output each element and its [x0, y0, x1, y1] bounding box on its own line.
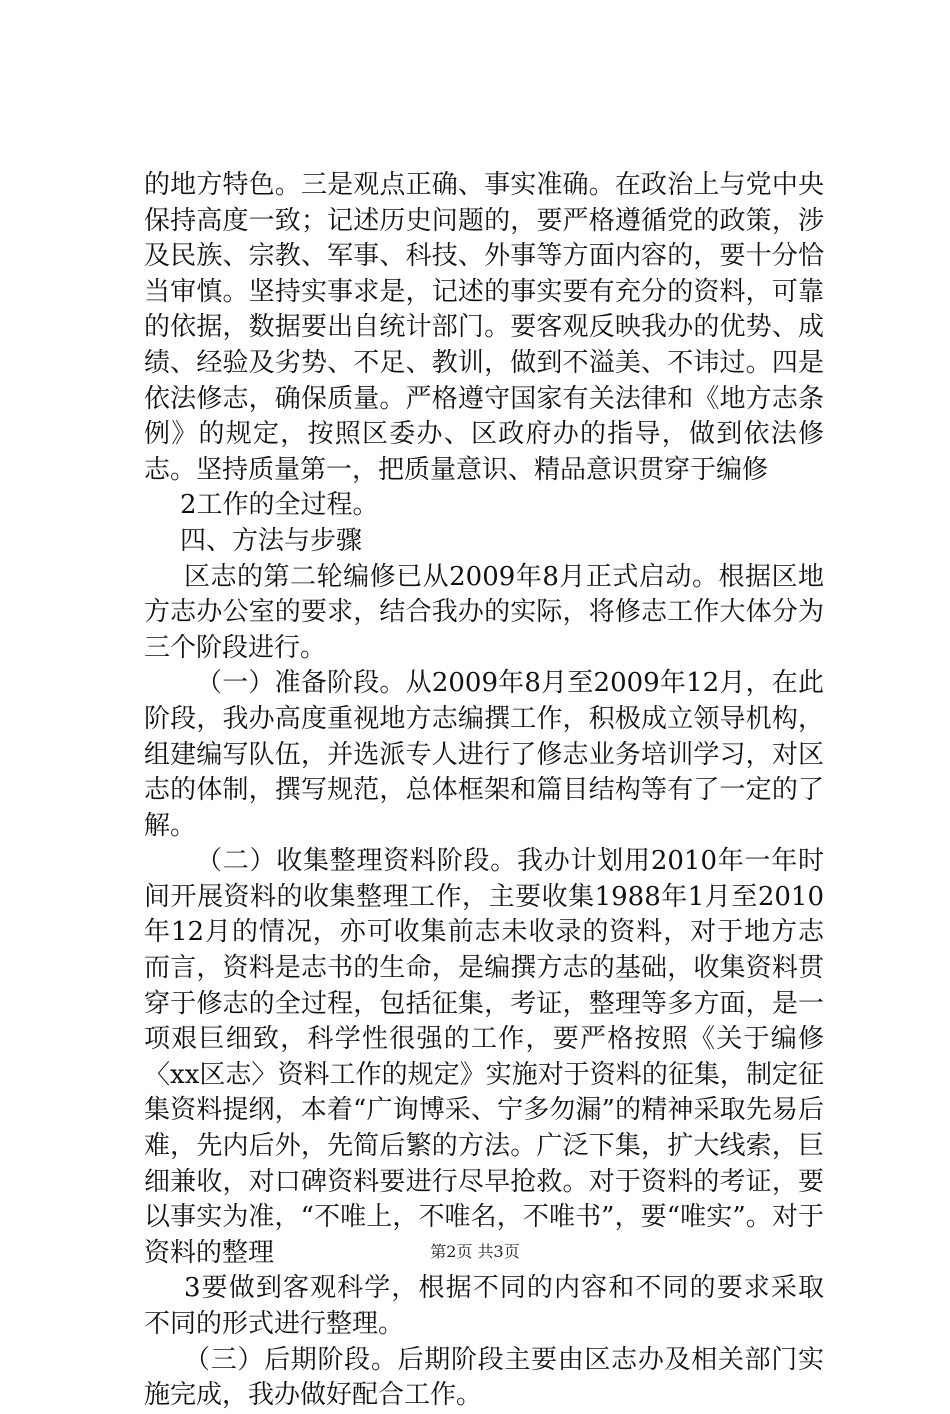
paragraph-later-stage: （三）后期阶段。后期阶段主要由区志办及相关部门实施完成，我办做好配合工作。 — [144, 1344, 824, 1411]
paragraph-second-round-start: 区志的第二轮编修已从2009年8月正式启动。根据区地方志办公室的要求，结合我办的实际，将修志工作大体分为三个阶段进行。 — [144, 561, 824, 663]
document-body — [144, 168, 824, 1414]
paragraph-objective-organizing: 3要做到客观科学，根据不同的内容和不同的要求采取不同的形式进行整理。 — [144, 1273, 824, 1339]
paragraph-whole-process: 2工作的全过程。 — [180, 490, 379, 521]
section-heading-methods-steps: 四、方法与步骤 — [180, 525, 363, 556]
page-footer: 第2页 共3页 — [430, 1242, 520, 1261]
paragraph-preparation-stage: （一）准备阶段。从2009年8月至2009年12月，在此阶段，我办高度重视地方志编撰工作，积极成立领导机构，组建编写队伍，并选派专人进行了修志业务培训学习，对区志的体制，撰写规范，总体框架和篇目结构等有了一定的了解。 — [144, 668, 824, 841]
paragraph-local-features: 的地方特色。三是观点正确、事实准确。在政治上与党中央保持高度一致；记述历史问题的，要严格遵循党的政策，涉及民族、宗教、军事、科技、外事等方面内容的，要十分恰当审慎。坚持实事求是，记述的事实要有充分的资料，可靠的依据，数据要出自统计部门。要客观反映我办的优势、成绩、经验及劣势、不足、教训，做到不溢美、不讳过。四是依法修志，确保质量。严格遵守国家有关法律和《地方志条例》的规定，按照区委办、区政府办的指导，做到依法修志。坚持质量第一，把质量意识、精品意识贯穿于编修 — [144, 170, 824, 485]
paragraph-collection-stage: （二）收集整理资料阶段。我办计划用2010年一年时间开展资料的收集整理工作，主要收集1988年1月至2010年12月的情况，亦可收集前志未收录的资料，对于地方志而言，资料是志书的生命，是编撰方志的基础，收集资料贯穿于修志的全过程，包括征集，考证，整理等多方面，是一项艰巨细致，科学性很强的工作，要严格按照《关于编修〈xx区志〉资料工作的规定》实施对于资料的征集，制定征集资料提纲，本着“广询博采、宁多勿漏”的精神采取先易后难，先内后外，先简后繁的方法。广泛下集，扩大线索，巨细兼收，对口碑资料要进行尽早抢救。对于资料的考证，要以事实为准，“不唯上，不唯名，不唯书”，要“唯实”。对于资料的整理 — [144, 846, 824, 1268]
